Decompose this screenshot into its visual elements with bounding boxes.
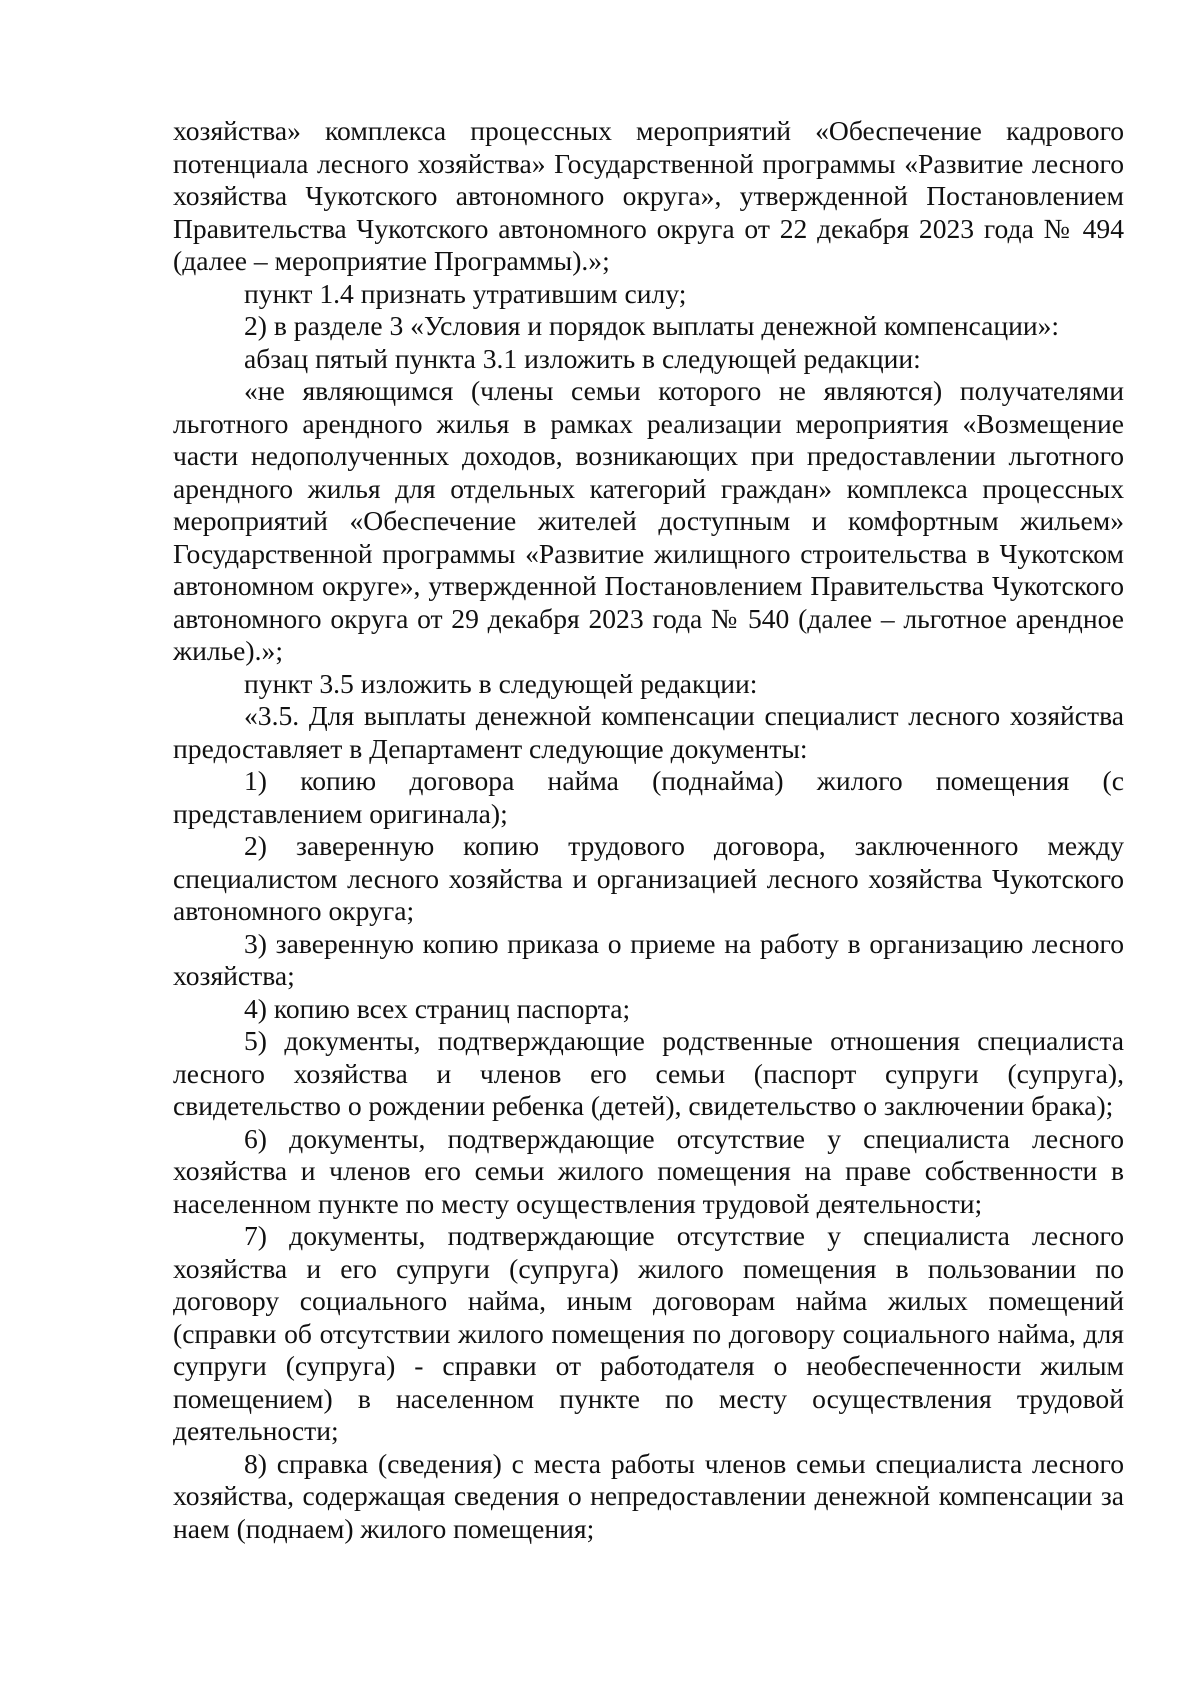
paragraph-item-1-4: пункт 1.4 признать утратившим силу; bbox=[244, 277, 687, 309]
list-item-5: 5) документы, подтверждающие родственные отношения специалиста лесного хозяйства и членов его семьи (паспорт супруги (супруга), свидетельство о рождении ребенка (детей), свидетельство о заключении брака); bbox=[173, 1025, 1124, 1121]
list-item-6: 6) документы, подтверждающие отсутствие у специалиста лесного хозяйства и членов его семьи жилого помещения на праве собственности в населенном пункте по месту осуществления трудовой деятельности; bbox=[173, 1122, 1124, 1219]
document-page bbox=[173, 115, 1124, 1545]
paragraph-item-3-5-intro: пункт 3.5 изложить в следующей редакции: bbox=[244, 667, 758, 699]
list-item-2: 2) заверенную копию трудового договора, заключенного между специалистом лесного хозяйства и организацией лесного хозяйства Чукотского автономного округа; bbox=[173, 830, 1124, 926]
list-item-1: 1) копию договора найма (поднайма) жилого помещения (с представлением оригинала); bbox=[173, 765, 1124, 829]
list-item-4: 4) копию всех страниц паспорта; bbox=[244, 992, 631, 1024]
paragraph-continuation: хозяйства» комплекса процессных мероприятий «Обеспечение кадрового потенциала лесного хозяйства» Государственной программы «Развитие лесного хозяйства Чукотского автономного округа», утвержденной Постановлением Правительства Чукотского автономного округа от 22 декабря 2023 года № 494 (далее – мероприятие Программы).»; bbox=[173, 115, 1124, 276]
paragraph-item-3-1-text: «не являющимся (члены семьи которого не являются) получателями льготного арендного жилья в рамках реализации мероприятия «Возмещение части недополученных доходов, возникающих при предоставлении льготного арендного жилья для отдельных категорий граждан» комплекса процессных мероприятий «Обеспечение жителей доступным и комфортным жильем» Государственной программы «Развитие жилищного строительства в Чукотском автономном округе», утвержденной Постановлением Правительства Чукотского автономного округа от 29 декабря 2023 года № 540 (далее – льготное арендное жилье).»; bbox=[173, 375, 1124, 666]
list-item-8: 8) справка (сведения) с места работы членов семьи специалиста лесного хозяйства, содержащая сведения о непредоставлении денежной компенсации за наем (поднаем) жилого помещения; bbox=[173, 1447, 1124, 1544]
paragraph-item-3-1-intro: абзац пятый пункта 3.1 изложить в следующей редакции: bbox=[244, 342, 921, 374]
paragraph-section-3: 2) в разделе 3 «Условия и порядок выплаты денежной компенсации»: bbox=[244, 310, 1060, 341]
paragraph-item-3-5-text: «3.5. Для выплаты денежной компенсации специалист лесного хозяйства предоставляет в Департамент следующие документы: bbox=[173, 700, 1124, 764]
list-item-3: 3) заверенную копию приказа о приеме на работу в организацию лесного хозяйства; bbox=[173, 927, 1124, 991]
list-item-7: 7) документы, подтверждающие отсутствие у специалиста лесного хозяйства и его супруги (супруга) жилого помещения в пользовании по договору социального найма, иным договорам найма жилых помещений (справки об отсутствии жилого помещения по договору социального найма, для супруги (супруга) - справки от работодателя о необеспеченности жилым помещением) в населенном пункте по месту осуществления трудовой деятельности; bbox=[173, 1220, 1124, 1446]
